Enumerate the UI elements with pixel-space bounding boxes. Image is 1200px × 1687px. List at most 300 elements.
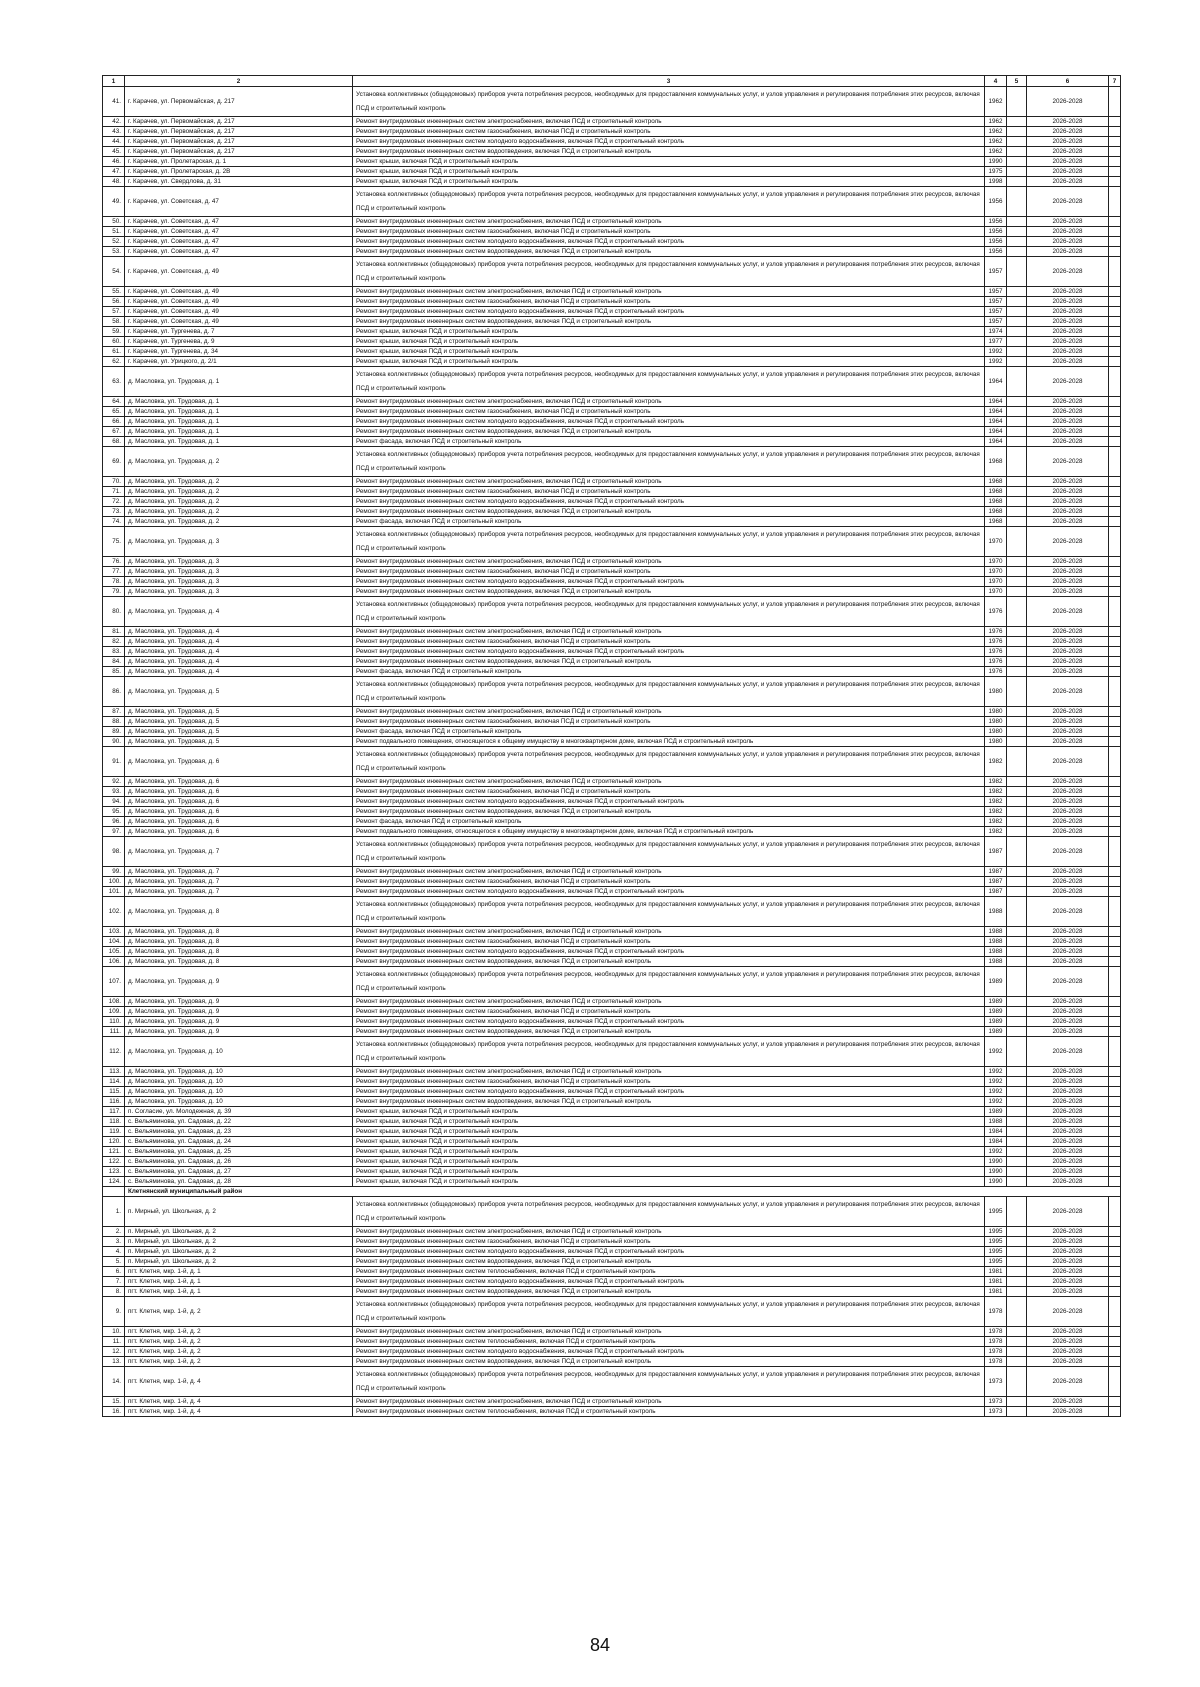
year-cell: 1964 xyxy=(985,367,1007,397)
work-type-cell: Установка коллективных (общедомовых) приборов учета потребления ресурсов, необходимых для предоставления коммунальных услуг, и узлов управления и регулирования потребления этих ресурсов, включая ПСД и строительный контроль xyxy=(353,1037,985,1067)
col5-cell xyxy=(1007,717,1027,727)
year-cell: 1981 xyxy=(985,1277,1007,1287)
year-cell: 1976 xyxy=(985,647,1007,657)
row-number-cell: 42. xyxy=(103,117,125,127)
col7-cell xyxy=(1109,1087,1121,1097)
table-row xyxy=(103,827,1121,837)
row-number-cell: 2. xyxy=(103,1227,125,1237)
table-row xyxy=(103,637,1121,647)
col7-cell xyxy=(1109,587,1121,597)
address-cell: г. Карачев, ул. Урицкого, д. 2/1 xyxy=(125,357,353,367)
year-cell: 1992 xyxy=(985,1147,1007,1157)
col5-cell xyxy=(1007,1367,1027,1397)
col7-cell xyxy=(1109,937,1121,947)
table-row xyxy=(103,1097,1121,1107)
period-cell: 2026-2028 xyxy=(1027,947,1109,957)
col7-cell xyxy=(1109,357,1121,367)
col5-cell xyxy=(1007,1097,1027,1107)
work-type-cell: Ремонт фасада, включая ПСД и строительный контроль xyxy=(353,667,985,677)
col7-cell xyxy=(1109,1257,1121,1267)
col7-cell xyxy=(1109,1027,1121,1037)
year-cell: 1957 xyxy=(985,307,1007,317)
address-cell: д. Масловка, ул. Трудовая, д. 3 xyxy=(125,577,353,587)
col5-cell xyxy=(1007,517,1027,527)
row-number-cell: 118. xyxy=(103,1117,125,1127)
col7-cell xyxy=(1109,877,1121,887)
work-type-cell: Ремонт внутридомовых инженерных систем водоотведения, включая ПСД и строительный контроль xyxy=(353,317,985,327)
address-cell: д. Масловка, ул. Трудовая, д. 9 xyxy=(125,1027,353,1037)
table-row xyxy=(103,777,1121,787)
year-cell: 1978 xyxy=(985,1297,1007,1327)
work-type-cell: Установка коллективных (общедомовых) приборов учета потребления ресурсов, необходимых для предоставления коммунальных услуг, и узлов управления и регулирования потребления этих ресурсов, включая ПСД и строительный контроль xyxy=(353,447,985,477)
period-cell: 2026-2028 xyxy=(1027,417,1109,427)
row-number-cell: 120. xyxy=(103,1137,125,1147)
work-type-cell: Ремонт подвального помещения, относящегося к общему имуществу в многоквартирном доме, включая ПСД и строительный контроль xyxy=(353,737,985,747)
address-cell: с. Вельяминова, ул. Садовая, д. 28 xyxy=(125,1177,353,1187)
year-cell: 1987 xyxy=(985,867,1007,877)
year-cell: 1962 xyxy=(985,147,1007,157)
year-cell: 1978 xyxy=(985,1337,1007,1347)
period-cell: 2026-2028 xyxy=(1027,1287,1109,1297)
row-number-cell: 111. xyxy=(103,1027,125,1037)
col5-cell xyxy=(1007,167,1027,177)
col7-cell xyxy=(1109,1347,1121,1357)
row-number-cell: 90. xyxy=(103,737,125,747)
table-row xyxy=(103,1257,1121,1267)
row-number-cell: 82. xyxy=(103,637,125,647)
work-type-cell: Ремонт внутридомовых инженерных систем холодного водоснабжения, включая ПСД и строительный контроль xyxy=(353,1017,985,1027)
table-row xyxy=(103,497,1121,507)
table-row xyxy=(103,427,1121,437)
col5-cell xyxy=(1007,237,1027,247)
col5-cell xyxy=(1007,437,1027,447)
work-type-cell: Ремонт крыши, включая ПСД и строительный контроль xyxy=(353,1117,985,1127)
address-cell: д. Масловка, ул. Трудовая, д. 3 xyxy=(125,557,353,567)
col5-cell xyxy=(1007,777,1027,787)
period-cell: 2026-2028 xyxy=(1027,777,1109,787)
col7-cell xyxy=(1109,657,1121,667)
col5-cell xyxy=(1007,417,1027,427)
work-type-cell: Ремонт внутридомовых инженерных систем электроснабжения, включая ПСД и строительный контроль xyxy=(353,1067,985,1077)
address-cell: д. Масловка, ул. Трудовая, д. 3 xyxy=(125,527,353,557)
address-cell: г. Карачев, ул. Советская, д. 49 xyxy=(125,287,353,297)
row-number-cell: 70. xyxy=(103,477,125,487)
work-type-cell: Ремонт внутридомовых инженерных систем электроснабжения, включая ПСД и строительный контроль xyxy=(353,997,985,1007)
year-cell: 1974 xyxy=(985,327,1007,337)
col7-cell xyxy=(1109,307,1121,317)
col5-cell xyxy=(1007,997,1027,1007)
col5-cell xyxy=(1007,137,1027,147)
address-cell: д. Масловка, ул. Трудовая, д. 5 xyxy=(125,677,353,707)
address-cell: д. Масловка, ул. Трудовая, д. 4 xyxy=(125,657,353,667)
year-cell: 1970 xyxy=(985,577,1007,587)
col7-cell xyxy=(1109,957,1121,967)
header-cell: 1 xyxy=(103,76,125,87)
period-cell: 2026-2028 xyxy=(1027,717,1109,727)
address-cell: г. Карачев, ул. Советская, д. 47 xyxy=(125,237,353,247)
col7-cell xyxy=(1109,1277,1121,1287)
table-row xyxy=(103,157,1121,167)
table-row xyxy=(103,1177,1121,1187)
row-number-cell: 114. xyxy=(103,1077,125,1087)
col5-cell xyxy=(1007,287,1027,297)
period-cell: 2026-2028 xyxy=(1027,817,1109,827)
period-cell: 2026-2028 xyxy=(1027,1237,1109,1247)
col7-cell xyxy=(1109,297,1121,307)
work-type-cell: Ремонт внутридомовых инженерных систем электроснабжения, включая ПСД и строительный контроль xyxy=(353,117,985,127)
table-row xyxy=(103,507,1121,517)
row-number-cell: 7. xyxy=(103,1277,125,1287)
period-cell: 2026-2028 xyxy=(1027,1337,1109,1347)
row-number-cell: 107. xyxy=(103,967,125,997)
period-cell: 2026-2028 xyxy=(1027,737,1109,747)
col5-cell xyxy=(1007,1007,1027,1017)
col5-cell xyxy=(1007,1267,1027,1277)
col7-cell xyxy=(1109,947,1121,957)
col5-cell xyxy=(1007,667,1027,677)
table-row xyxy=(103,797,1121,807)
table-row xyxy=(103,147,1121,157)
col5-cell xyxy=(1007,567,1027,577)
col5-cell xyxy=(1007,1257,1027,1267)
table-row xyxy=(103,1277,1121,1287)
work-type-cell: Ремонт внутридомовых инженерных систем газоснабжения, включая ПСД и строительный контроль xyxy=(353,1007,985,1017)
work-type-cell: Установка коллективных (общедомовых) приборов учета потребления ресурсов, необходимых для предоставления коммунальных услуг, и узлов управления и регулирования потребления этих ресурсов, включая ПСД и строительный контроль xyxy=(353,677,985,707)
row-number-cell: 102. xyxy=(103,897,125,927)
year-cell: 1957 xyxy=(985,287,1007,297)
work-type-cell: Установка коллективных (общедомовых) приборов учета потребления ресурсов, необходимых для предоставления коммунальных услуг, и узлов управления и регулирования потребления этих ресурсов, включая ПСД и строительный контроль xyxy=(353,837,985,867)
work-type-cell: Ремонт внутридомовых инженерных систем газоснабжения, включая ПСД и строительный контроль xyxy=(353,877,985,887)
address-cell: д. Масловка, ул. Трудовая, д. 5 xyxy=(125,717,353,727)
header-cell: 7 xyxy=(1109,76,1121,87)
year-cell: 1982 xyxy=(985,827,1007,837)
row-number-cell: 83. xyxy=(103,647,125,657)
period-cell: 2026-2028 xyxy=(1027,587,1109,597)
period-cell: 2026-2028 xyxy=(1027,1227,1109,1237)
address-cell: г. Карачев, ул. Тургенева, д. 7 xyxy=(125,327,353,337)
col7-cell xyxy=(1109,557,1121,567)
period-cell: 2026-2028 xyxy=(1027,657,1109,667)
table-row xyxy=(103,297,1121,307)
col7-cell xyxy=(1109,347,1121,357)
address-cell: пгт. Клетня, мкр. 1-й, д. 2 xyxy=(125,1337,353,1347)
table-body xyxy=(103,76,1121,1417)
year-cell: 1980 xyxy=(985,727,1007,737)
row-number-cell: 51. xyxy=(103,227,125,237)
col7-cell xyxy=(1109,1287,1121,1297)
col7-cell xyxy=(1109,777,1121,787)
col7-cell xyxy=(1109,1107,1121,1117)
col7-cell xyxy=(1109,167,1121,177)
year-cell: 1976 xyxy=(985,597,1007,627)
row-number-cell: 46. xyxy=(103,157,125,167)
address-cell: д. Масловка, ул. Трудовая, д. 8 xyxy=(125,947,353,957)
address-cell: д. Масловка, ул. Трудовая, д. 6 xyxy=(125,797,353,807)
table-row xyxy=(103,477,1121,487)
table-row xyxy=(103,1157,1121,1167)
table-row xyxy=(103,247,1121,257)
period-cell: 2026-2028 xyxy=(1027,807,1109,817)
year-cell: 1957 xyxy=(985,317,1007,327)
year-cell: 1976 xyxy=(985,667,1007,677)
address-cell: д. Масловка, ул. Трудовая, д. 4 xyxy=(125,637,353,647)
table-row xyxy=(103,327,1121,337)
period-cell: 2026-2028 xyxy=(1027,257,1109,287)
table-row xyxy=(103,227,1121,237)
year-cell: 1978 xyxy=(985,1347,1007,1357)
row-number-cell: 84. xyxy=(103,657,125,667)
col7-cell xyxy=(1109,1327,1121,1337)
row-number-cell: 109. xyxy=(103,1007,125,1017)
work-type-cell: Ремонт внутридомовых инженерных систем водоотведения, включая ПСД и строительный контроль xyxy=(353,587,985,597)
table-row xyxy=(103,317,1121,327)
col5-cell xyxy=(1007,527,1027,557)
col7-cell xyxy=(1109,1037,1121,1067)
col7-cell xyxy=(1109,737,1121,747)
col7-cell xyxy=(1109,157,1121,167)
col5-cell xyxy=(1007,807,1027,817)
period-cell: 2026-2028 xyxy=(1027,147,1109,157)
year-cell: 1988 xyxy=(985,897,1007,927)
work-type-cell: Установка коллективных (общедомовых) приборов учета потребления ресурсов, необходимых для предоставления коммунальных услуг, и узлов управления и регулирования потребления этих ресурсов, включая ПСД и строительный контроль xyxy=(353,1197,985,1227)
row-number-cell: 101. xyxy=(103,887,125,897)
address-cell: д. Масловка, ул. Трудовая, д. 10 xyxy=(125,1037,353,1067)
table-row xyxy=(103,1037,1121,1067)
period-cell: 2026-2028 xyxy=(1027,1027,1109,1037)
year-cell: 1973 xyxy=(985,1407,1007,1417)
period-cell: 2026-2028 xyxy=(1027,367,1109,397)
col7-cell xyxy=(1109,797,1121,807)
table-row xyxy=(103,997,1121,1007)
table-row xyxy=(103,517,1121,527)
table-row xyxy=(103,737,1121,747)
col5-cell xyxy=(1007,1297,1027,1327)
row-number-cell: 65. xyxy=(103,407,125,417)
table-row xyxy=(103,837,1121,867)
year-cell: 1970 xyxy=(985,557,1007,567)
address-cell: г. Карачев, ул. Пролетарская, д. 1 xyxy=(125,157,353,167)
table-row xyxy=(103,367,1121,397)
row-number-cell: 74. xyxy=(103,517,125,527)
col5-cell xyxy=(1007,1027,1027,1037)
work-type-cell: Ремонт внутридомовых инженерных систем газоснабжения, включая ПСД и строительный контроль xyxy=(353,567,985,577)
row-number-cell: 75. xyxy=(103,527,125,557)
period-cell: 2026-2028 xyxy=(1027,427,1109,437)
table-row xyxy=(103,337,1121,347)
row-number-cell: 93. xyxy=(103,787,125,797)
address-cell: д. Масловка, ул. Трудовая, д. 5 xyxy=(125,727,353,737)
col5-cell xyxy=(1007,1037,1027,1067)
table-row xyxy=(103,1027,1121,1037)
year-cell: 1995 xyxy=(985,1257,1007,1267)
period-cell: 2026-2028 xyxy=(1027,1017,1109,1027)
address-cell: п. Согласие, ул. Молодежная, д. 39 xyxy=(125,1107,353,1117)
col5-cell xyxy=(1007,257,1027,287)
work-type-cell: Установка коллективных (общедомовых) приборов учета потребления ресурсов, необходимых для предоставления коммунальных услуг, и узлов управления и регулирования потребления этих ресурсов, включая ПСД и строительный контроль xyxy=(353,747,985,777)
col5-cell xyxy=(1007,967,1027,997)
row-number-cell: 95. xyxy=(103,807,125,817)
table-row xyxy=(103,1007,1121,1017)
table-row xyxy=(103,1287,1121,1297)
table-row xyxy=(103,877,1121,887)
col5-cell xyxy=(1007,797,1027,807)
row-number-cell: 10. xyxy=(103,1327,125,1337)
table-row xyxy=(103,1167,1121,1177)
address-cell: п. Мирный, ул. Школьная, д. 2 xyxy=(125,1247,353,1257)
year-cell: 1964 xyxy=(985,397,1007,407)
table-row xyxy=(103,357,1121,367)
work-type-cell: Ремонт внутридомовых инженерных систем водоотведения, включая ПСД и строительный контроль xyxy=(353,957,985,967)
work-type-cell: Ремонт крыши, включая ПСД и строительный контроль xyxy=(353,167,985,177)
row-number-cell: 5. xyxy=(103,1257,125,1267)
period-cell: 2026-2028 xyxy=(1027,1177,1109,1187)
work-type-cell: Ремонт крыши, включая ПСД и строительный контроль xyxy=(353,1157,985,1167)
address-cell: д. Масловка, ул. Трудовая, д. 8 xyxy=(125,897,353,927)
table-row xyxy=(103,487,1121,497)
row-number-cell: 76. xyxy=(103,557,125,567)
table-row xyxy=(103,927,1121,937)
header-cell: 5 xyxy=(1007,76,1027,87)
table-row xyxy=(103,587,1121,597)
year-cell: 1956 xyxy=(985,237,1007,247)
row-number-cell: 105. xyxy=(103,947,125,957)
address-cell: г. Карачев, ул. Советская, д. 49 xyxy=(125,317,353,327)
year-cell: 1990 xyxy=(985,1167,1007,1177)
period-cell: 2026-2028 xyxy=(1027,487,1109,497)
work-type-cell: Ремонт крыши, включая ПСД и строительный контроль xyxy=(353,1167,985,1177)
address-cell: пгт. Клетня, мкр. 1-й, д. 1 xyxy=(125,1287,353,1297)
table-row xyxy=(103,717,1121,727)
row-number-cell: 55. xyxy=(103,287,125,297)
year-cell: 1988 xyxy=(985,1117,1007,1127)
year-cell: 1957 xyxy=(985,297,1007,307)
col7-cell xyxy=(1109,127,1121,137)
year-cell: 1990 xyxy=(985,1157,1007,1167)
row-number-cell: 79. xyxy=(103,587,125,597)
col7-cell xyxy=(1109,1247,1121,1257)
work-type-cell: Ремонт крыши, включая ПСД и строительный контроль xyxy=(353,1127,985,1137)
col5-cell xyxy=(1007,217,1027,227)
table-row xyxy=(103,437,1121,447)
col5-cell xyxy=(1007,1147,1027,1157)
period-cell: 2026-2028 xyxy=(1027,317,1109,327)
table-row xyxy=(103,1147,1121,1157)
period-cell: 2026-2028 xyxy=(1027,677,1109,707)
col5-cell xyxy=(1007,707,1027,717)
address-cell: д. Масловка, ул. Трудовая, д. 3 xyxy=(125,567,353,577)
year-cell: 1962 xyxy=(985,127,1007,137)
col7-cell xyxy=(1109,227,1121,237)
period-cell: 2026-2028 xyxy=(1027,1087,1109,1097)
period-cell: 2026-2028 xyxy=(1027,507,1109,517)
col5-cell xyxy=(1007,247,1027,257)
header-cell: 6 xyxy=(1027,76,1109,87)
address-cell: пгт. Клетня, мкр. 1-й, д. 4 xyxy=(125,1407,353,1417)
work-type-cell: Ремонт подвального помещения, относящегося к общему имуществу в многоквартирном доме, включая ПСД и строительный контроль xyxy=(353,827,985,837)
address-cell: д. Масловка, ул. Трудовая, д. 6 xyxy=(125,827,353,837)
year-cell: 1989 xyxy=(985,1107,1007,1117)
header-cell: 4 xyxy=(985,76,1007,87)
work-type-cell: Ремонт крыши, включая ПСД и строительный контроль xyxy=(353,337,985,347)
col7-cell xyxy=(1109,727,1121,737)
col5-cell xyxy=(1007,817,1027,827)
col5-cell xyxy=(1007,1237,1027,1247)
work-type-cell: Ремонт внутридомовых инженерных систем газоснабжения, включая ПСД и строительный контроль xyxy=(353,227,985,237)
col7-cell xyxy=(1109,927,1121,937)
col7-cell xyxy=(1109,1227,1121,1237)
year-cell: 1980 xyxy=(985,717,1007,727)
row-number-cell: 71. xyxy=(103,487,125,497)
address-cell: п. Мирный, ул. Школьная, д. 2 xyxy=(125,1237,353,1247)
work-type-cell: Установка коллективных (общедомовых) приборов учета потребления ресурсов, необходимых для предоставления коммунальных услуг, и узлов управления и регулирования потребления этих ресурсов, включая ПСД и строительный контроль xyxy=(353,367,985,397)
col7-cell xyxy=(1109,257,1121,287)
year-cell: 1964 xyxy=(985,407,1007,417)
table-row xyxy=(103,1227,1121,1237)
period-cell: 2026-2028 xyxy=(1027,1147,1109,1157)
table-row xyxy=(103,577,1121,587)
period-cell: 2026-2028 xyxy=(1027,867,1109,877)
address-cell: д. Масловка, ул. Трудовая, д. 1 xyxy=(125,437,353,447)
col7-cell xyxy=(1109,1337,1121,1347)
year-cell: 1998 xyxy=(985,177,1007,187)
section-row xyxy=(103,1187,1121,1197)
col5-cell xyxy=(1007,297,1027,307)
col7-cell xyxy=(1109,1367,1121,1397)
table-row xyxy=(103,287,1121,297)
table-row xyxy=(103,1327,1121,1337)
period-cell: 2026-2028 xyxy=(1027,1107,1109,1117)
address-cell: д. Масловка, ул. Трудовая, д. 7 xyxy=(125,867,353,877)
table-row xyxy=(103,887,1121,897)
row-number-cell: 48. xyxy=(103,177,125,187)
period-cell: 2026-2028 xyxy=(1027,237,1109,247)
col5-cell xyxy=(1007,147,1027,157)
address-cell: д. Масловка, ул. Трудовая, д. 2 xyxy=(125,517,353,527)
col7-cell xyxy=(1109,1127,1121,1137)
work-type-cell: Ремонт внутридомовых инженерных систем водоотведения, включая ПСД и строительный контроль xyxy=(353,427,985,437)
table-row xyxy=(103,1107,1121,1117)
work-type-cell: Установка коллективных (общедомовых) приборов учета потребления ресурсов, необходимых для предоставления коммунальных услуг, и узлов управления и регулирования потребления этих ресурсов, включая ПСД и строительный контроль xyxy=(353,527,985,557)
table-row xyxy=(103,257,1121,287)
period-cell: 2026-2028 xyxy=(1027,227,1109,237)
year-cell: 1992 xyxy=(985,1067,1007,1077)
col7-cell xyxy=(1109,1407,1121,1417)
section-spacer xyxy=(103,1187,125,1197)
row-number-cell: 115. xyxy=(103,1087,125,1097)
year-cell: 1968 xyxy=(985,517,1007,527)
address-cell: д. Масловка, ул. Трудовая, д. 10 xyxy=(125,1087,353,1097)
address-cell: г. Карачев, ул. Первомайская, д. 217 xyxy=(125,137,353,147)
period-cell: 2026-2028 xyxy=(1027,1007,1109,1017)
period-cell: 2026-2028 xyxy=(1027,637,1109,647)
year-cell: 1990 xyxy=(985,157,1007,167)
work-type-cell: Ремонт крыши, включая ПСД и строительный контроль xyxy=(353,1137,985,1147)
col5-cell xyxy=(1007,187,1027,217)
table-row xyxy=(103,957,1121,967)
row-number-cell: 14. xyxy=(103,1367,125,1397)
col5-cell xyxy=(1007,397,1027,407)
year-cell: 1982 xyxy=(985,787,1007,797)
year-cell: 1968 xyxy=(985,497,1007,507)
work-type-cell: Ремонт внутридомовых инженерных систем водоотведения, включая ПСД и строительный контроль xyxy=(353,1287,985,1297)
year-cell: 1987 xyxy=(985,877,1007,887)
year-cell: 1957 xyxy=(985,257,1007,287)
period-cell: 2026-2028 xyxy=(1027,477,1109,487)
address-cell: д. Масловка, ул. Трудовая, д. 2 xyxy=(125,507,353,517)
period-cell: 2026-2028 xyxy=(1027,1247,1109,1257)
address-cell: г. Карачев, ул. Тургенева, д. 9 xyxy=(125,337,353,347)
col7-cell xyxy=(1109,1097,1121,1107)
